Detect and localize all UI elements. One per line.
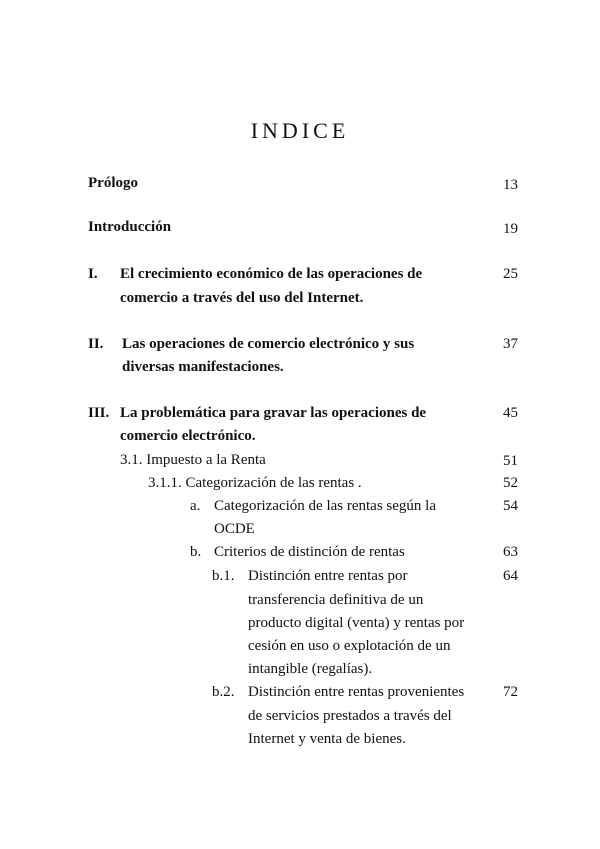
- toc-entry-text: comercio electrónico.: [120, 428, 256, 444]
- toc-page-number: 63: [503, 544, 518, 560]
- toc-entry-text: La problemática para gravar las operaciones de: [120, 405, 427, 421]
- toc-item-number: b.2.: [212, 684, 235, 700]
- toc-entry-text: Distinción entre rentas por: [248, 568, 408, 584]
- toc-entry-text: Criterios de distinción de rentas: [214, 544, 405, 560]
- toc-entry-text: de servicios prestados a través del: [248, 708, 452, 724]
- toc-page-number: 64: [503, 568, 518, 584]
- toc-entry-text: 3.1. Impuesto a la Renta: [120, 452, 266, 468]
- toc-item-letter: a.: [190, 498, 201, 514]
- toc-entry-text: transferencia definitiva de un: [248, 592, 424, 608]
- toc-page-number: 45: [503, 405, 518, 421]
- toc-entry-text: Las operaciones de comercio electrónico y sus: [122, 336, 415, 352]
- toc-section-number: II.: [88, 336, 104, 352]
- toc-item-letter: b.: [190, 544, 202, 560]
- toc-page-number: 72: [503, 684, 518, 700]
- toc-entry-text: El crecimiento económico de las operaciones de: [120, 266, 423, 282]
- toc-page-number: 51: [503, 453, 518, 469]
- toc-entry-text: diversas manifestaciones.: [122, 359, 284, 375]
- page-title: INDICE: [250, 118, 350, 143]
- toc-entry-text: producto digital (venta) y rentas por: [248, 615, 465, 631]
- toc-entry-text: Distinción entre rentas provenientes: [248, 684, 465, 700]
- toc-entry-text: Internet y venta de bienes.: [248, 731, 406, 747]
- toc-section-number: I.: [88, 266, 98, 282]
- toc-entry-text: cesión en uso o explotación de un: [248, 638, 451, 654]
- toc-page-number: 37: [503, 336, 518, 352]
- toc-item-number: b.1.: [212, 568, 235, 584]
- toc-page-number: 19: [503, 221, 518, 237]
- toc-page-number: 25: [503, 266, 518, 282]
- toc-page-number: 52: [503, 475, 518, 491]
- toc-section-number: III.: [88, 405, 110, 421]
- toc-entry-text: Categorización de las rentas según la: [214, 498, 436, 514]
- toc-page-number: 13: [503, 177, 518, 193]
- toc-entry-text: intangible (regalías).: [248, 661, 373, 677]
- toc-page-number: 54: [503, 498, 518, 514]
- toc-entry-text: Introducción: [88, 219, 172, 235]
- toc-entry-text: OCDE: [214, 521, 255, 537]
- toc-entry-text: Prólogo: [88, 175, 138, 191]
- toc-entry-text: 3.1.1. Categorización de las rentas .: [148, 475, 362, 491]
- toc-entry-text: comercio a través del uso del Internet.: [120, 290, 364, 306]
